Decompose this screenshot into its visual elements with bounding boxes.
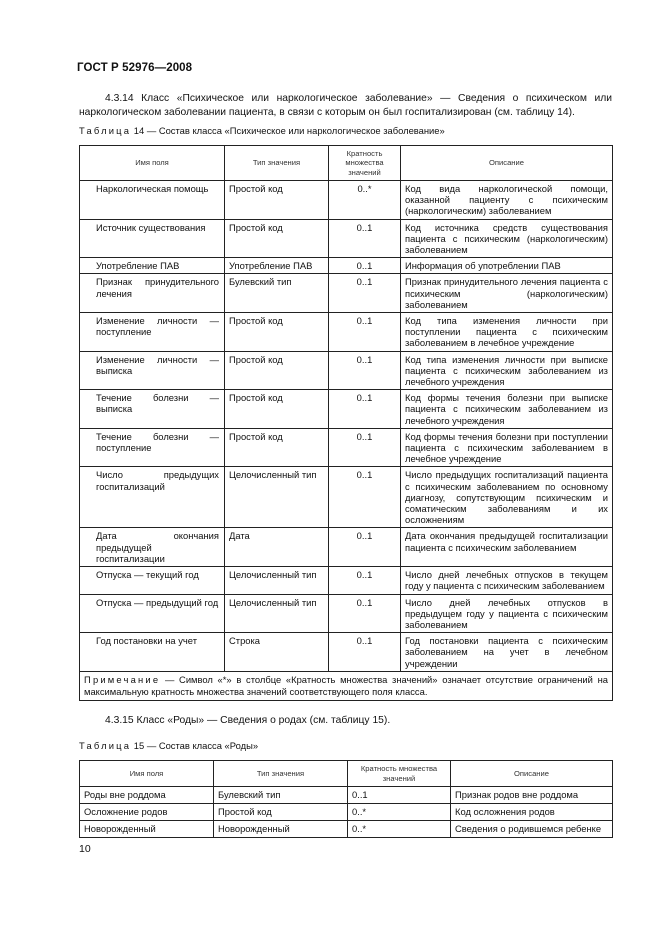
table-row bbox=[80, 804, 613, 821]
cell-name: Наркологическая помощь bbox=[80, 181, 225, 220]
cell-description: Дата окончания предыдущей госпитализации пациента с психическим заболеванием bbox=[401, 528, 613, 567]
table-14-caption-label: Таблица bbox=[79, 125, 132, 136]
table-row bbox=[80, 390, 613, 429]
cell-multiplicity: 0..1 bbox=[329, 390, 401, 429]
cell-type: Дата bbox=[225, 528, 329, 567]
page-number: 10 bbox=[79, 843, 91, 855]
cell-description: Год постановки пациента с психическим заболеванием на учет в лечебном учреждении bbox=[401, 633, 613, 672]
column-header-description: Описание bbox=[451, 761, 613, 787]
section-14-intro bbox=[79, 92, 612, 120]
table-15-body bbox=[80, 787, 613, 838]
cell-type: Булевский тип bbox=[214, 787, 348, 804]
cell-description: Число дней лечебных отпусков в предыдущем году у пациента с психическим заболеванием bbox=[401, 594, 613, 633]
table-row bbox=[80, 594, 613, 633]
table-14-note bbox=[80, 671, 613, 700]
cell-name: Изменение личности — выписка bbox=[80, 351, 225, 390]
cell-multiplicity: 0..1 bbox=[329, 528, 401, 567]
cell-description: Код формы течения болезни при поступлении пациента с психическим заболеванием в лечебное учреждение bbox=[401, 428, 613, 467]
section-15-intro bbox=[79, 714, 612, 728]
cell-multiplicity: 0..1 bbox=[329, 567, 401, 594]
table-row bbox=[80, 821, 613, 838]
table-15-caption: Таблица 15 — Состав класса «Роды» bbox=[79, 740, 259, 751]
note-label: Примечание bbox=[84, 673, 161, 685]
cell-description: Сведения о родившемся ребенке bbox=[451, 821, 613, 838]
column-header-type: Тип значения bbox=[225, 146, 329, 181]
cell-name: Число предыдущих госпитализаций bbox=[80, 467, 225, 528]
cell-multiplicity: 0..* bbox=[329, 181, 401, 220]
table-row bbox=[80, 428, 613, 467]
cell-type: Простой код bbox=[225, 351, 329, 390]
cell-description: Число предыдущих госпитализаций пациента с психическим заболеванием по основному диагнозу, сопутствующим психическим и соматическим заболеваниям и их осложнениям bbox=[401, 467, 613, 528]
cell-type: Простой код bbox=[225, 428, 329, 467]
table-15 bbox=[79, 760, 613, 838]
cell-type: Употребление ПАВ bbox=[225, 258, 329, 274]
column-header-multiplicity: Кратность множества значений bbox=[348, 761, 451, 787]
cell-name: Отпуска — текущий год bbox=[80, 567, 225, 594]
cell-name: Отпуска — предыдущий год bbox=[80, 594, 225, 633]
cell-name: Употребление ПАВ bbox=[80, 258, 225, 274]
cell-multiplicity: 0..* bbox=[348, 804, 451, 821]
table-14-note-row bbox=[80, 671, 613, 700]
cell-description: Код типа изменения личности при выписке пациента с психическим заболеванием из лечебного учреждения bbox=[401, 351, 613, 390]
cell-multiplicity: 0..1 bbox=[329, 351, 401, 390]
cell-name: Источник существования bbox=[80, 219, 225, 258]
table-row bbox=[80, 274, 613, 313]
section-15-intro-text: 4.3.15 Класс «Роды» — Сведения о родах (см. таблицу 15). bbox=[105, 715, 391, 726]
table-row bbox=[80, 528, 613, 567]
table-15-caption-text: Состав класса «Роды» bbox=[158, 740, 259, 751]
cell-name: Дата окончания предыдущей госпитализации bbox=[80, 528, 225, 567]
table-14-caption: Таблица 14 — Состав класса «Психическое или наркологическое заболевание» bbox=[79, 125, 445, 136]
cell-multiplicity: 0..1 bbox=[329, 467, 401, 528]
table-row bbox=[80, 351, 613, 390]
cell-multiplicity: 0..1 bbox=[329, 428, 401, 467]
cell-multiplicity: 0..1 bbox=[329, 258, 401, 274]
cell-description: Признак родов вне роддома bbox=[451, 787, 613, 804]
table-row bbox=[80, 467, 613, 528]
cell-name: Признак принудительного лечения bbox=[80, 274, 225, 313]
cell-multiplicity: 0..1 bbox=[329, 633, 401, 672]
table-14-caption-text: Состав класса «Психическое или наркологическое заболевание» bbox=[158, 125, 445, 136]
cell-type: Целочисленный тип bbox=[225, 567, 329, 594]
table-14-body bbox=[80, 181, 613, 672]
column-header-name: Имя поля bbox=[80, 761, 214, 787]
cell-description: Код формы течения болезни при выписке пациента с психическим заболеванием из лечебного учреждения bbox=[401, 390, 613, 429]
cell-name: Новорожденный bbox=[80, 821, 214, 838]
cell-description: Число дней лечебных отпусков в текущем году у пациента с психическим заболеванием bbox=[401, 567, 613, 594]
cell-type: Целочисленный тип bbox=[225, 594, 329, 633]
cell-type: Простой код bbox=[225, 390, 329, 429]
cell-name: Осложнение родов bbox=[80, 804, 214, 821]
table-14-header-row bbox=[80, 146, 613, 181]
cell-description: Признак принудительного лечения пациента с психическим (наркологическим) заболеванием bbox=[401, 274, 613, 313]
table-row bbox=[80, 219, 613, 258]
table-15-caption-number: 15 bbox=[133, 740, 145, 751]
cell-name: Роды вне роддома bbox=[80, 787, 214, 804]
cell-type: Целочисленный тип bbox=[225, 467, 329, 528]
column-header-type: Тип значения bbox=[214, 761, 348, 787]
cell-multiplicity: 0..1 bbox=[329, 594, 401, 633]
column-header-description: Описание bbox=[401, 146, 613, 181]
cell-type: Простой код bbox=[225, 181, 329, 220]
section-14-intro-text: 4.3.14 Класс «Психическое или наркологическое заболевание» — Сведения о психическом или наркологическом заболевании пациента, в связи с которым он был госпитализирован (см. таблицу 14). bbox=[79, 93, 612, 118]
table-row bbox=[80, 258, 613, 274]
cell-type: Простой код bbox=[214, 804, 348, 821]
cell-name: Год постановки на учет bbox=[80, 633, 225, 672]
table-row bbox=[80, 787, 613, 804]
table-row bbox=[80, 567, 613, 594]
cell-name: Изменение личности — поступление bbox=[80, 313, 225, 352]
cell-description: Код источника средств существования пациента с психическим (наркологическим) заболеванием bbox=[401, 219, 613, 258]
cell-type: Новорожденный bbox=[214, 821, 348, 838]
cell-description: Код вида наркологической помощи, оказанной пациенту с психическим (наркологическим) заболеванием bbox=[401, 181, 613, 220]
document-header: ГОСТ Р 52976—2008 bbox=[77, 62, 193, 74]
table-row bbox=[80, 313, 613, 352]
cell-multiplicity: 0..1 bbox=[329, 274, 401, 313]
cell-description: Информация об употреблении ПАВ bbox=[401, 258, 613, 274]
cell-multiplicity: 0..* bbox=[348, 821, 451, 838]
cell-type: Простой код bbox=[225, 219, 329, 258]
cell-name: Течение болезни — поступление bbox=[80, 428, 225, 467]
cell-multiplicity: 0..1 bbox=[329, 313, 401, 352]
column-header-name: Имя поля bbox=[80, 146, 225, 181]
table-row bbox=[80, 633, 613, 672]
column-header-multiplicity: Кратность множества значений bbox=[329, 146, 401, 181]
cell-multiplicity: 0..1 bbox=[348, 787, 451, 804]
cell-type: Булевский тип bbox=[225, 274, 329, 313]
cell-multiplicity: 0..1 bbox=[329, 219, 401, 258]
table-14 bbox=[79, 145, 613, 701]
cell-type: Строка bbox=[225, 633, 329, 672]
cell-description: Код осложнения родов bbox=[451, 804, 613, 821]
cell-type: Простой код bbox=[225, 313, 329, 352]
table-14-caption-number: 14 bbox=[133, 125, 145, 136]
cell-name: Течение болезни — выписка bbox=[80, 390, 225, 429]
table-15-header-row bbox=[80, 761, 613, 787]
table-row bbox=[80, 181, 613, 220]
table-15-caption-label: Таблица bbox=[79, 740, 132, 751]
note-text: — Символ «*» в столбце «Кратность множества значений» означает отсутствие ограничений на максимальную кратность множества значений соответствующего поля класса. bbox=[84, 673, 608, 697]
cell-description: Код типа изменения личности при поступлении пациента с психическим заболеванием в лечебное учреждение bbox=[401, 313, 613, 352]
